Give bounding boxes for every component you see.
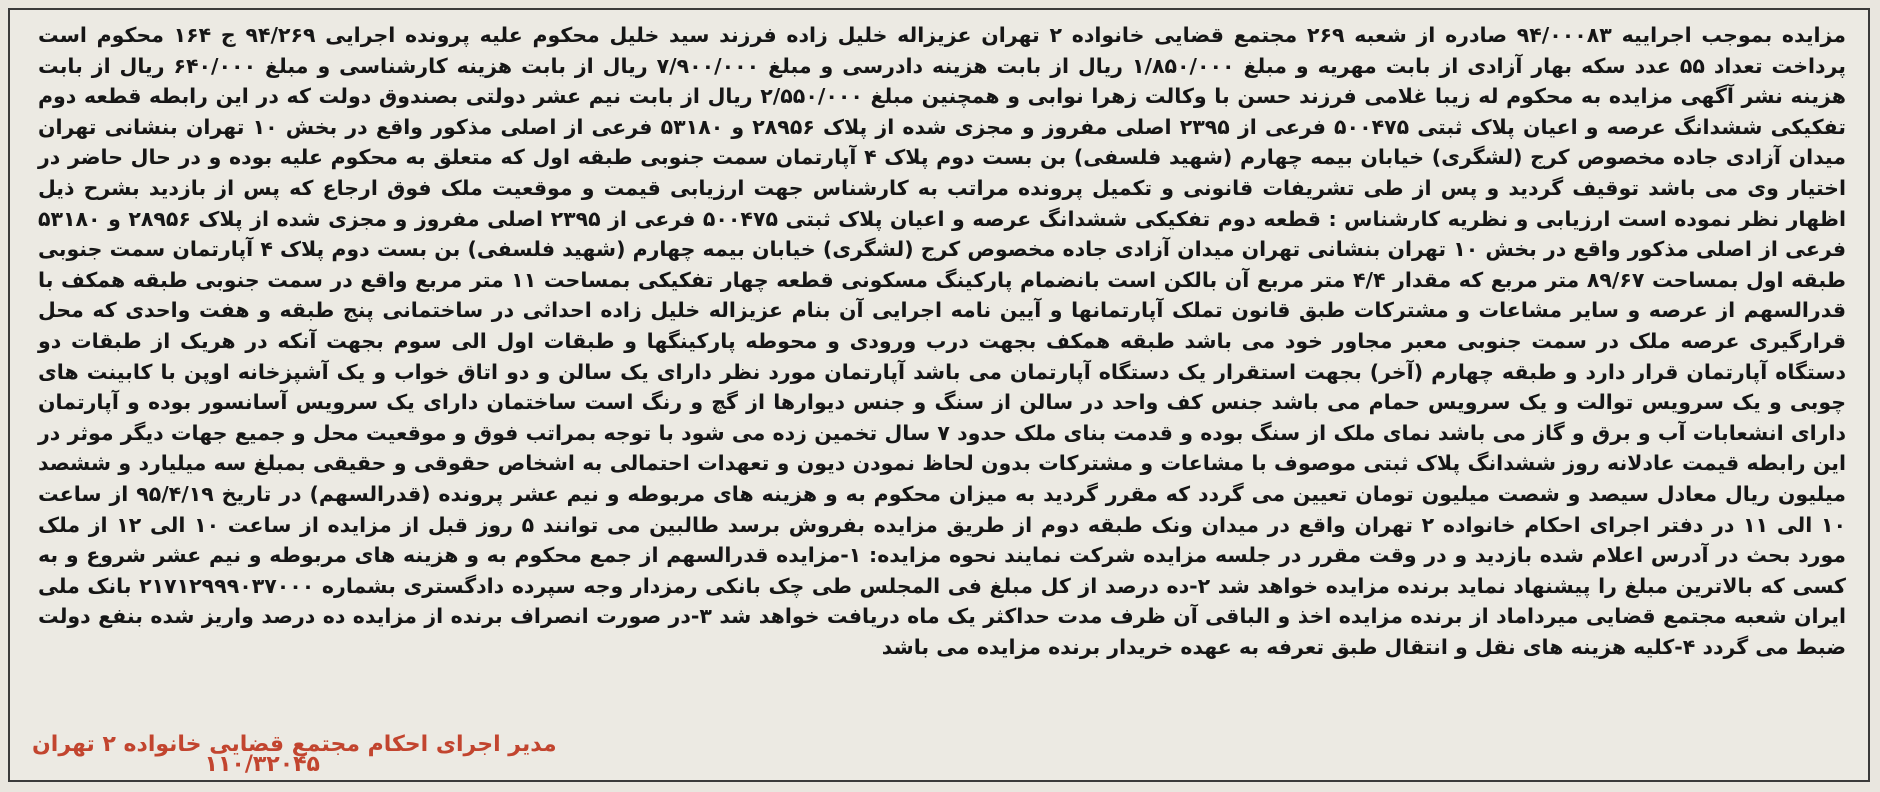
reference-number: ۱۱۰/۳۲۰۴۵ (204, 752, 320, 777)
notice-body-text: مزایده بموجب اجراییه ۹۴/۰۰۰۸۳ صادره از شعبه ۲۶۹ مجتمع قضایی خانواده ۲ تهران عزیزاله خلیل زاده فرزند سید خلیل محکوم علیه پرونده اجرایی ۹۴/۲۶۹ ج ۱۶۴ محکوم است پرداخت تعداد ۵۵ عدد سکه بهار آزادی از بابت مهریه و مبلغ ۱/۸۵۰/۰۰۰ ریال از بابت هزینه دادرسی و مبلغ ۷/۹۰۰/۰۰۰ ریال از بابت هزینه کارشناسی و مبلغ ۶۴۰/۰۰۰ ریال از بابت هزینه نشر آگهی مزایده به محکوم له زیبا غلامی فرزند حسن با وکالت زهرا نوابی و همچنین مبلغ ۲/۵۵۰/۰۰۰ ریال از بابت نیم عشر دولتی بصندوق دولت که در این رابطه قطعه دوم تفکیکی ششدانگ عرصه و اعیان پلاک ثبتی ۵۰۰۴۷۵ فرعی از ۲۳۹۵ اصلی مفروز و مجزی شده از پلاک ۲۸۹۵۶ و ۵۳۱۸۰ فرعی از اصلی مذکور واقع در بخش ۱۰ تهران بنشانی تهران میدان آزادی جاده مخصوص کرج (لشگری) خیابان بیمه چهارم (شهید فلسفی) بن بست دوم پلاک ۴ آپارتمان سمت جنوبی طبقه اول که متعلق به محکوم علیه بوده و در حال حاضر در اختیار وی می باشد توقیف گردید و پس از طی تشریفات قانونی و تکمیل پرونده مراتب به کارشناس جهت ارزیابی قیمت و موقعیت ملک فوق ارجاع که پس از بازدید بشرح ذیل اظهار نظر نموده است ارزیابی و نظریه کارشناس : قطعه دوم تفکیکی ششدانگ عرصه و اعیان پلاک ثبتی ۵۰۰۴۷۵ فرعی از ۲۳۹۵ اصلی مفروز و مجزی شده از پلاک ۲۸۹۵۶ و ۵۳۱۸۰ فرعی از اصلی مذکور واقع در بخش ۱۰ تهران بنشانی تهران میدان آزادی جاده مخصوص کرج (لشگری) خیابان بیمه چهارم (شهید فلسفی) بن بست دوم پلاک ۴ آپارتمان سمت جنوبی طبقه اول بمساحت ۸۹/۶۷ متر مربع که مقدار ۴/۴ متر مربع آن بالکن است بانضمام پارکینگ مسکونی قطعه چهار تفکیکی بمساحت ۱۱ متر مربع واقع در سمت جنوبی طبقه همکف با قدرالسهم از عرصه و سایر مشاعات و مشترکات طبق قانون تملک آپارتمانها و آیین نامه اجرایی آن بنام عزیزاله خلیل زاده احداثی در ساختمانی پنج طبقه و هفت واحدی که محل قرارگیری عرصه ملک در سمت جنوبی معبر مجاور خود می باشد طبقه همکف بجهت درب ورودی و محوطه پارکینگها و طبقات اول الی سوم بجهت آنکه در هریک از طبقات دو دستگاه آپارتمان قرار دارد و طبقه چهارم (آخر) بجهت استقرار یک دستگاه آپارتمان می باشد آپارتمان مورد نظر دارای یک سالن و دو اتاق خواب و یک آشپزخانه اوپن با کابینت های چوبی و یک سرویس توالت و یک سرویس حمام می باشد جنس کف واحد در سالن از سنگ و جنس دیوارها از گچ و رنگ است ساختمان دارای یک سرویس آسانسور بوده و آپارتمان دارای انشعابات آب و برق و گاز می باشد نمای ملک از سنگ بوده و قدمت بنای ملک حدود ۷ سال تخمین زده می شود با توجه بمراتب فوق و موقعیت محل و جمیع جهات دیگر موثر در این رابطه قیمت عادلانه روز ششدانگ پلاک ثبتی موصوف با مشاعات و مشترکات بدون لحاظ نمودن دیون و تعهدات احتمالی به اشخاص حقوقی و حقیقی بمبلغ سه میلیارد و ششصد میلیون ریال معادل سیصد و شصت میلیون تومان تعیین می گردد که مقرر گردید به میزان محکوم به و هزینه های مربوطه و نیم عشر پرونده (قدرالسهم) در تاریخ ۹۵/۴/۱۹ از ساعت ۱۰ الی ۱۱ در دفتر اجرای احکام خانواده ۲ تهران واقع در میدان ونک طبقه دوم از طریق مزایده بفروش برسد طالبین می توانند ۵ روز قبل از مزایده از ساعت ۱۰ الی ۱۲ از ملک مورد بحث در آدرس اعلام شده بازدید و در وقت مقرر در جلسه مزایده شرکت نمایند نحوه مزایده: ۱-مزایده قدرالسهم از جمع محکوم به و هزینه های مربوطه و نیم عشر شروع و به کسی که بالاترین مبلغ را پیشنهاد نماید برنده مزایده خواهد شد ۲-ده درصد از کل مبلغ فی المجلس طی چک بانکی رمزدار وجه سپرده دادگستری بشماره ۲۱۷۱۲۹۹۹۰۳۷۰۰۰ بانک ملی ایران شعبه مجتمع قضایی میرداماد از برنده مزایده اخذ و الباقی آن ظرف مدت حداکثر یک ماه دریافت خواهد شد ۳-در صورت انصراف برنده از مزایده ده درصد واریز شده بنفع دولت ضبط می گردد ۴-کلیه هزینه های نقل و انتقال طبق تعرفه به عهده خریدار برنده مزایده می باشد (38, 23, 1847, 659)
notice-frame (8, 8, 1870, 782)
issuer-signature: مدیر اجرای احکام مجتمع قضایی خانواده ۲ تهران (32, 732, 557, 757)
notice-body (38, 20, 1846, 662)
